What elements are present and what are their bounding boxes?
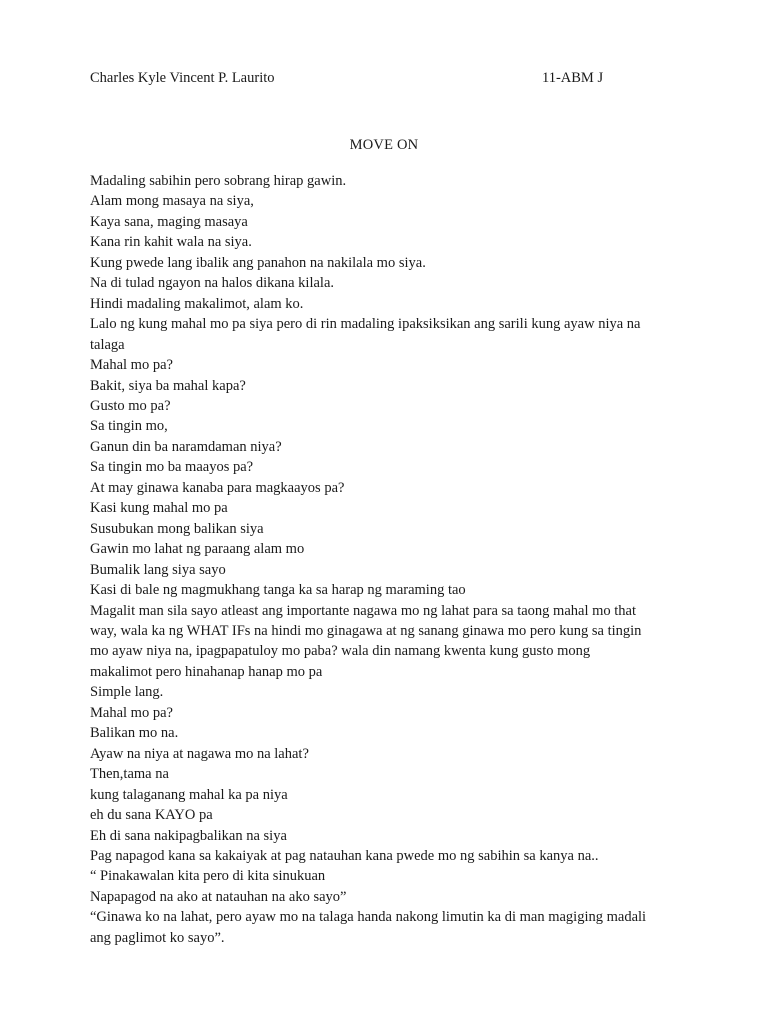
poem-line: Mahal mo pa? <box>90 704 173 721</box>
poem-line: “Ginawa ko na lahat, pero ayaw mo na talaga handa nakong limutin ka di man magiging madali <box>90 909 647 926</box>
poem-line: Magalit man sila sayo atleast ang importante nagawa mo ng lahat para sa taong mahal mo that <box>90 602 636 619</box>
poem-line: Alam mong masaya na siya, <box>90 193 254 210</box>
document-header <box>90 70 610 90</box>
poem-line: At may ginawa kanaba para magkaayos pa? <box>90 479 345 496</box>
poem-line: Gusto mo pa? <box>90 397 171 414</box>
class-section: 11-ABM J <box>542 70 604 86</box>
poem-line: Ayaw na niya at nagawa mo na lahat? <box>90 745 309 762</box>
poem-line: “ Pinakawalan kita pero di kita sinukuan <box>90 868 326 885</box>
poem-line: Eh di sana nakipagbalikan na siya <box>90 827 287 844</box>
poem-line: mo ayaw niya na, ipagpapatuloy mo paba? wala din namang kwenta kung gusto mong <box>90 643 591 660</box>
poem-line: way, wala ka ng WHAT IFs na hindi mo ginagawa at ng sanang ginawa mo pero kung sa tingin <box>90 622 642 639</box>
poem-line: Kung pwede lang ibalik ang panahon na nakilala mo siya. <box>90 254 426 271</box>
poem-line: Susubukan mong balikan siya <box>90 520 264 537</box>
poem-line: Simple lang. <box>90 684 164 701</box>
poem-line: kung talaganang mahal ka pa niya <box>90 786 288 803</box>
poem-line: makalimot pero hinahanap hanap mo pa <box>90 663 323 680</box>
poem-line: Napapagod na ako at natauhan na ako sayo” <box>90 888 347 905</box>
poem-line: Sa tingin mo, <box>90 418 168 435</box>
poem-line: Bumalik lang siya sayo <box>90 561 226 578</box>
poem-line: Balikan mo na. <box>90 725 179 742</box>
poem-line: Na di tulad ngayon na halos dikana kilala. <box>90 275 335 292</box>
poem-line: Ganun din ba naramdaman niya? <box>90 438 282 455</box>
poem-line: Madaling sabihin pero sobrang hirap gawin. <box>90 173 347 189</box>
poem-line: Mahal mo pa? <box>90 357 173 374</box>
poem-line: Pag napagod kana sa kakaiyak at pag natauhan kana pwede mo ng sabihin sa kanya na.. <box>90 847 599 864</box>
poem-line: Sa tingin mo ba maayos pa? <box>90 459 254 476</box>
poem-line: Kasi di bale ng magmukhang tanga ka sa harap ng maraming tao <box>90 582 466 599</box>
poem-line: Kasi kung mahal mo pa <box>90 500 228 517</box>
poem-body <box>90 171 680 948</box>
poem-line: ang paglimot ko sayo”. <box>90 929 225 946</box>
poem-line: Kaya sana, maging masaya <box>90 213 248 230</box>
author-name: Charles Kyle Vincent P. Laurito <box>90 70 275 86</box>
poem-line: Then,tama na <box>90 766 169 783</box>
poem-line: Kana rin kahit wala na siya. <box>90 234 252 251</box>
poem-line: talaga <box>90 336 125 353</box>
poem-line: Hindi madaling makalimot, alam ko. <box>90 295 304 312</box>
poem-line: Gawin mo lahat ng paraang alam mo <box>90 541 305 558</box>
poem-line: Bakit, siya ba mahal kapa? <box>90 377 246 394</box>
poem-title: MOVE ON <box>349 137 419 153</box>
poem-line: Lalo ng kung mahal mo pa siya pero di rin madaling ipaksiksikan ang sarili kung ayaw niya na <box>90 316 641 333</box>
poem-line: eh du sana KAYO pa <box>90 807 213 824</box>
